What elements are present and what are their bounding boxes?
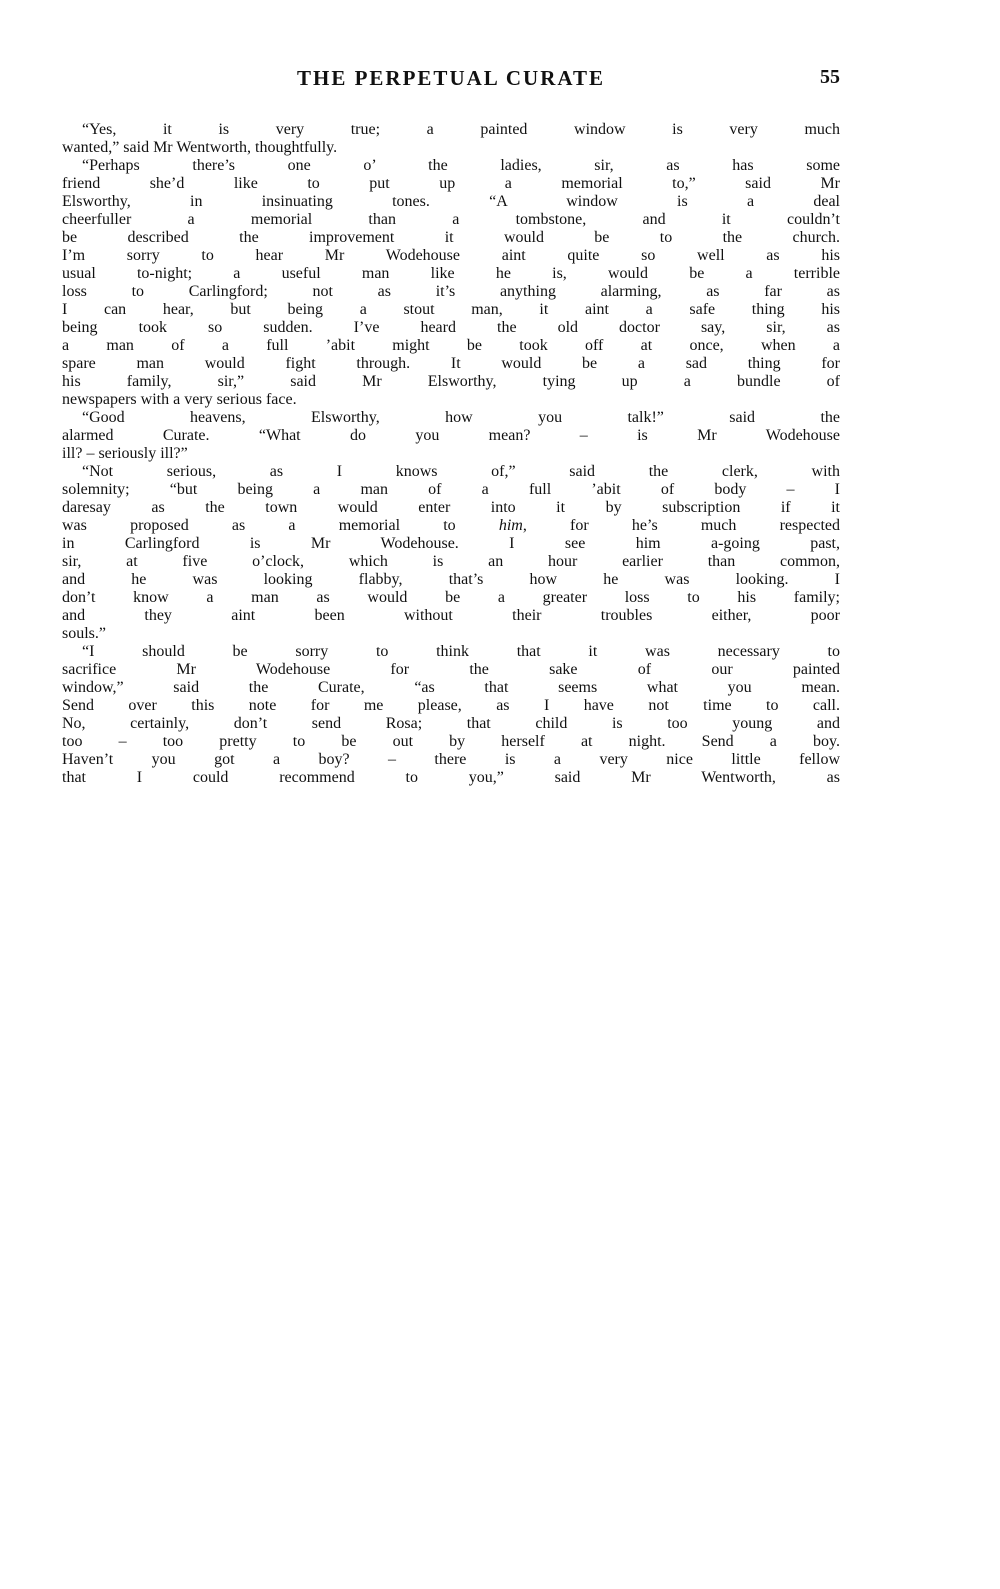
text-line: spare man would fight through. It would be a sad thing for bbox=[62, 355, 840, 372]
text-line: be described the improvement it would be to the church. bbox=[62, 229, 840, 246]
text-line: daresay as the town would enter into it by subscription if it bbox=[62, 499, 840, 516]
text-line: and they aint been without their troubles either, poor bbox=[62, 607, 840, 624]
text-line: souls.” bbox=[62, 625, 106, 642]
text-line: Send over this note for me please, as I have not time to call. bbox=[62, 697, 840, 714]
text-line: sacrifice Mr Wodehouse for the sake of our painted bbox=[62, 661, 840, 678]
text-line: his family, sir,” said Mr Elsworthy, tying up a bundle of bbox=[62, 373, 840, 390]
text-line: usual to-night; a useful man like he is, would be a terrible bbox=[62, 265, 840, 282]
text-line: No, certainly, don’t send Rosa; that child is too young and bbox=[62, 715, 840, 732]
text-line: window,” said the Curate, “as that seems what you mean. bbox=[62, 679, 840, 696]
running-title: THE PERPETUAL CURATE bbox=[297, 66, 605, 90]
text-fragment: , for he’s much respected bbox=[522, 517, 840, 534]
body-text bbox=[62, 121, 840, 787]
text-line: “Good heavens, Elsworthy, how you talk!” said the bbox=[82, 409, 840, 426]
text-line bbox=[62, 517, 840, 535]
text-line: newspapers with a very serious face. bbox=[62, 391, 297, 408]
text-line: don’t know a man as would be a greater loss to his family; bbox=[62, 589, 840, 606]
text-line: too – too pretty to be out by herself at night. Send a boy. bbox=[62, 733, 840, 750]
text-line: I’m sorry to hear Mr Wodehouse aint quite so well as his bbox=[62, 247, 840, 264]
text-line: and he was looking flabby, that’s how he was looking. I bbox=[62, 571, 840, 588]
text-line: ill? – seriously ill?” bbox=[62, 445, 188, 462]
running-head bbox=[62, 66, 840, 96]
text-line: “Yes, it is very true; a painted window is very much bbox=[82, 121, 840, 138]
text-line: solemnity; “but being a man of a full ’abit of body – I bbox=[62, 481, 840, 498]
text-line: in Carlingford is Mr Wodehouse. I see him a-going past, bbox=[62, 535, 840, 552]
text-line: Elsworthy, in insinuating tones. “A window is a deal bbox=[62, 193, 840, 210]
text-line: I can hear, but being a stout man, it aint a safe thing his bbox=[62, 301, 840, 318]
text-line: “Perhaps there’s one o’ the ladies, sir, as has some bbox=[82, 157, 840, 174]
page-number: 55 bbox=[820, 66, 840, 88]
text-line: Haven’t you got a boy? – there is a very nice little fellow bbox=[62, 751, 840, 768]
text-line: a man of a full ’abit might be took off at once, when a bbox=[62, 337, 840, 354]
text-line: sir, at five o’clock, which is an hour earlier than common, bbox=[62, 553, 840, 570]
text-line: alarmed Curate. “What do you mean? – is Mr Wodehouse bbox=[62, 427, 840, 444]
text-line: loss to Carlingford; not as it’s anything alarming, as far as bbox=[62, 283, 840, 300]
text-line: wanted,” said Mr Wentworth, thoughtfully. bbox=[62, 139, 338, 156]
text-line: being took so sudden. I’ve heard the old doctor say, sir, as bbox=[62, 319, 840, 336]
text-fragment: was proposed as a memorial to bbox=[62, 517, 499, 534]
text-line: friend she’d like to put up a memorial to,” said Mr bbox=[62, 175, 840, 192]
text-line: cheerfuller a memorial than a tombstone, and it couldn’t bbox=[62, 211, 840, 228]
text-line: “Not serious, as I knows of,” said the clerk, with bbox=[82, 463, 840, 480]
italic-word: him bbox=[498, 517, 523, 534]
text-line: that I could recommend to you,” said Mr Wentworth, as bbox=[62, 769, 840, 786]
text-line: “I should be sorry to think that it was necessary to bbox=[82, 643, 840, 660]
